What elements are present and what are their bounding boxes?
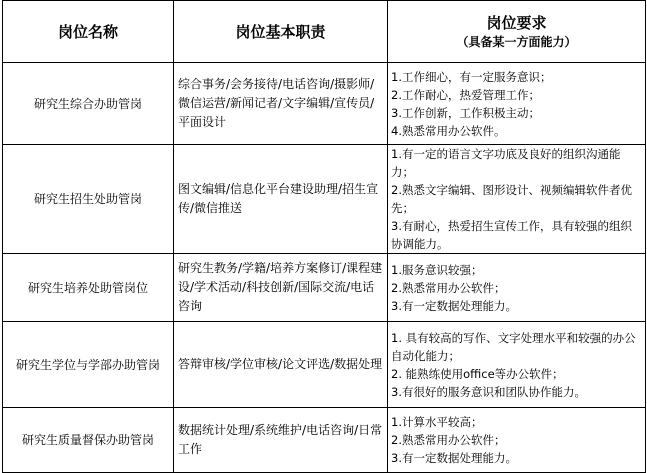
requirement-item: 3.有一定数据处理能力。	[391, 298, 517, 313]
requirement-item: 3.有很好的服务意识和团队协作能力。	[391, 384, 586, 399]
job-table	[2, 0, 646, 473]
table-row	[3, 254, 646, 322]
duty-cell: 研究生教务/学籍/培养方案修订/课程建设/学术活动/科技创新/国际交流/电话咨询	[174, 254, 388, 322]
requirement-item: 2.熟悉常用办公软件；	[391, 280, 506, 295]
header-position-name: 岗位名称	[3, 1, 174, 63]
duty-cell: 综合事务/会务接待/电话咨询/摄影师/微信运营/新闻记者/文字编辑/宣传员/平面设计	[174, 63, 388, 145]
requirement-item: 2.熟悉常用办公软件；	[391, 433, 506, 447]
duty-cell: 数据统计处理/系统维护/电话咨询/日常工作	[174, 408, 388, 473]
requirement-item: 2.熟悉文字编辑、图形设计、视频编辑软件者优先；	[391, 183, 632, 215]
role-cell: 研究生培养处助管岗位	[3, 254, 174, 322]
role-cell: 研究生综合办助管岗	[3, 63, 174, 145]
header-requirements-title: 岗位要求	[486, 13, 547, 32]
requirement-item: 4.熟悉常用办公软件。	[391, 123, 506, 138]
header-requirements-subtitle: （具备某一方面能力）	[456, 34, 577, 49]
requirements-cell	[388, 322, 646, 408]
requirement-item: 1.计算水平较高；	[391, 415, 483, 429]
table-row	[3, 322, 646, 408]
requirement-item: 1.有一定的语言文字功底及良好的组织沟通能力；	[391, 147, 621, 179]
duty-cell: 答辩审核/学位审核/论文评选/数据处理	[174, 322, 388, 408]
requirement-item: 1. 具有较高的写作、文字处理水平和较强的办公自动化能力；	[391, 330, 636, 363]
header-duties: 岗位基本职责	[174, 1, 388, 63]
requirement-item: 1.工作细心，有一定服务意识；	[391, 69, 552, 84]
role-cell: 研究生招生处助管岗	[3, 145, 174, 254]
table-row	[3, 145, 646, 254]
header-requirements	[388, 1, 646, 63]
requirement-item: 3.有一定数据处理能力。	[391, 451, 517, 465]
requirement-item: 1.服务意识较强；	[391, 262, 483, 277]
requirements-cell	[388, 145, 646, 254]
table-row	[3, 408, 646, 473]
requirement-item: 2.工作耐心，热爱管理工作；	[391, 87, 540, 102]
role-cell: 研究生学位与学部办助管岗	[3, 322, 174, 408]
requirements-cell	[388, 63, 646, 145]
requirement-item: 3.工作创新，工作积极主动；	[391, 105, 540, 120]
requirement-item: 3.有耐心，热爱招生宣传工作，具有较强的组织协调能力。	[391, 219, 632, 251]
table-row	[3, 63, 646, 145]
duty-cell: 图文编辑/信息化平台建设助理/招生宣传/微信推送	[174, 145, 388, 254]
role-cell: 研究生质量督保办助管岗	[3, 408, 174, 473]
table-header-row	[3, 1, 646, 63]
requirement-item: 2. 能熟练使用office等办公软件；	[391, 366, 564, 381]
requirements-cell	[388, 254, 646, 322]
requirements-cell	[388, 408, 646, 473]
